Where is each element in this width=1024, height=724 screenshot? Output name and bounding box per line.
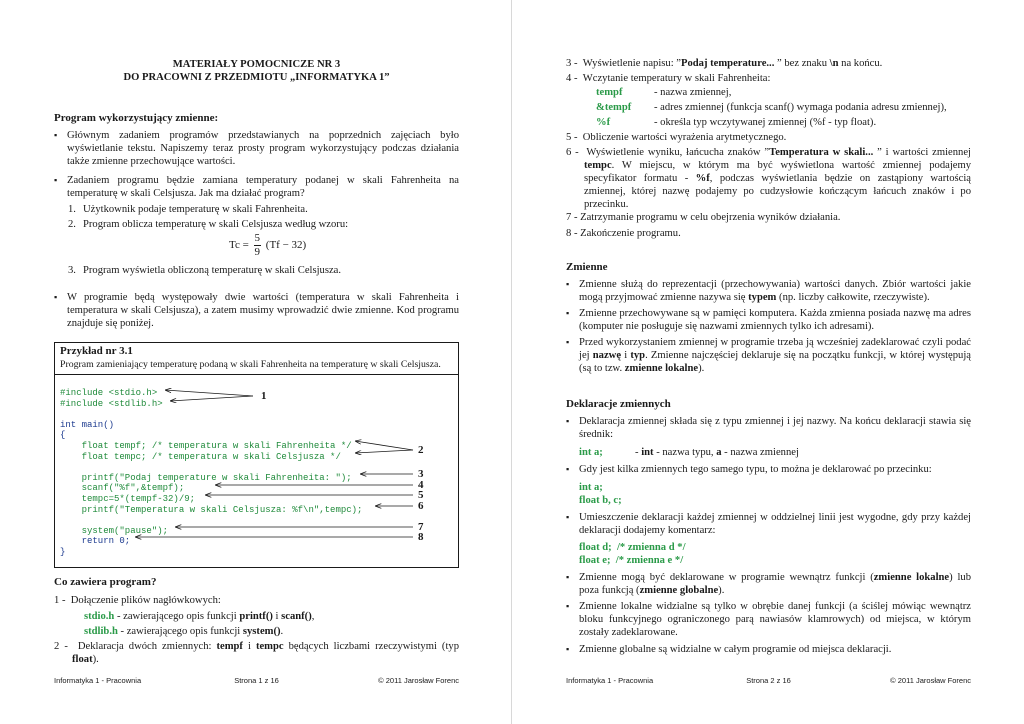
bullet-task: ▪ Zadaniem programu będzie zamiana temperatury podanej w skali Fahrenheita na temperaturę w skali Celsjusza. Jak ma działać program?	[54, 174, 459, 200]
decl-3-code-1: float d; /* zmienna d */	[579, 542, 686, 553]
item-4	[566, 72, 971, 85]
item-6-d: tempc	[584, 160, 612, 171]
def-format-desc: - określa typ wczytywanej zmiennej (%f - typ float).	[654, 117, 877, 128]
formula-rhs: (Tf − 32)	[265, 239, 307, 252]
decl-1-c2: int	[641, 447, 654, 458]
code-line: float tempc; /* temperatura w skali Celsjusza */	[60, 451, 341, 462]
code-line: tempc=5*(tempf-32)/9;	[60, 493, 196, 504]
d4-a: Zmienne mogą być deklarowane w programie wewnątrz funkcji (	[579, 572, 874, 583]
bullet-zmienne-1	[566, 278, 971, 304]
bullet-decl-3: ▪ Umieszczenie deklaracji każdej zmiennej w oddzielnej linii jest wygodne, gdy przy każdej deklaracji dodajemy komentarz:	[566, 511, 971, 537]
item-7: 7 - Zatrzymanie programu w celu obejrzenia wyników działania.	[566, 212, 841, 223]
def-tempf-term: tempf	[596, 87, 623, 98]
bullet-decl-5: ▪ Zmienne lokalne widzialne są tylko w obrębie danej funkcji (a ściślej mówiąc wewnątrz bloku funkcyjnego ograniczonego parą nawiasów klamrowych) od miejsca, w którym zostały zadeklarowane.	[566, 600, 971, 639]
item-6-f: %f	[695, 173, 710, 184]
decl-1-code	[579, 446, 799, 459]
def-tempf-desc: - nazwa zmiennej,	[654, 87, 732, 98]
stdlib-desc: - zawierającego opis funkcji	[117, 626, 243, 637]
stdlib-name: stdlib.h	[84, 626, 118, 637]
annotation-5: 5	[418, 489, 424, 501]
z1-c: (np. liczby całkowite, rzeczywiste).	[776, 292, 930, 303]
annotation-3: 3	[418, 468, 424, 480]
step-3-num: 3.	[68, 265, 76, 276]
stdio-line	[84, 610, 314, 623]
item-6-c: ” i wartości zmiennej	[873, 147, 972, 158]
item-8: 8 - Zakończenie programu.	[566, 228, 681, 239]
doc-title-line1: MATERIAŁY POMOCNICZE NR 3	[172, 59, 341, 70]
annotation-1: 1	[261, 390, 267, 402]
item-2-c: będących liczbami rzeczywistymi (typ	[283, 641, 459, 652]
z3-c: i	[621, 350, 631, 361]
bullet-zmienne-3	[566, 336, 971, 375]
doc-title-line2: DO PRACOWNI Z PRZEDMIOTU „INFORMATYKA 1”	[123, 72, 390, 83]
decl-1-c1: -	[635, 447, 642, 458]
decl-2-code-1: int a;	[579, 482, 603, 493]
formula	[229, 232, 306, 259]
bullet-decl-4	[566, 571, 971, 597]
arrow-2a	[355, 441, 413, 450]
formula-fraction	[254, 232, 262, 259]
item-6-a: Wyświetlenie wyniku, łańcucha znaków ”	[586, 147, 770, 158]
z3-a: Przed wykorzystaniem zmiennej w programie trzeba ją wcześniej zadeklarować czyli podać jej	[579, 337, 971, 361]
item-2-d: ).	[92, 654, 99, 665]
item-6-g: , podczas wyświetlania będzie on zastąpiony wartością zmiennej, której nazwę podajemy po cudzysłowie kończącym łańcuch znaków i po przecinku.	[584, 173, 971, 210]
contains-item-2	[54, 640, 459, 666]
heading-zmienne: Zmienne	[566, 261, 608, 273]
item-5	[566, 131, 971, 144]
item-6-e: . W miejscu, w którym ma być wyświetlona wartość zmiennej podajemy specyfikator formatu -	[584, 160, 971, 184]
stdio-name: stdio.h	[84, 611, 115, 622]
example-box	[54, 342, 459, 568]
arrow-2b	[355, 450, 413, 453]
bullet-zmienne-2: ▪ Zmienne przechowywane są w pamięci komputera. Każda zmienna posiada nazwę ma adres (komputer nie posługuje się nazwami zmiennych tylko ich adresami).	[566, 307, 971, 333]
def-tempf	[596, 86, 731, 99]
z3-e: . Zmienne najczęściej deklaruje się na początku funkcji, w której występują (są to tzw.	[579, 350, 971, 374]
step-2-num: 2.	[68, 219, 76, 230]
item-3-c: ” bez znaku	[774, 58, 830, 69]
item-6-prefix: 6 -	[566, 147, 579, 158]
def-format-term: %f	[596, 117, 611, 128]
bullet-intro: ▪ Głównym zadaniem programów przedstawianych na poprzednich zajęciach było wyświetlanie tekstu. Napiszemy teraz prosty program wykorzystujący podczas działania także zmienne przechowujące wartości.	[54, 129, 459, 168]
page-right	[512, 0, 1023, 724]
item-4-text: Wczytanie temperatury w skali Fahrenheita:	[582, 73, 771, 84]
formula-numerator: 5	[254, 232, 261, 244]
bullet-decl-1: ▪ Deklaracja zmiennej składa się z typu zmiennej i jej nazwy. Na końcu deklaracji stawia się średnik:	[566, 415, 971, 441]
item-3-d: \n	[829, 58, 839, 69]
stdio-fn1: printf()	[239, 611, 273, 622]
annotation-4: 4	[418, 479, 424, 491]
annotation-6: 6	[418, 500, 424, 512]
stdio-and: i	[272, 611, 282, 622]
stdlib-line	[84, 625, 283, 638]
heading-contains: Co zawiera program?	[54, 576, 157, 588]
code-line: printf("Podaj temperature w skali Fahrenheita: ");	[60, 472, 352, 483]
def-addr-tempf-desc: - adres zmiennej (funkcja scanf() wymaga podania adresu zmiennej),	[654, 102, 947, 113]
code-line: printf("Temperatura w skali Celsjusza: %f\n",tempc);	[60, 504, 363, 515]
code-line: int main()	[60, 419, 115, 430]
z1-a: Zmienne służą do reprezentacji (przechowywania) wartości danych. Zbiór wartości jakie mogą przyjmować zmienne nazywa się	[579, 279, 971, 303]
item-2-type: float	[72, 654, 93, 665]
d4-c: ) lub poza funkcją (	[579, 572, 971, 596]
annotation-7: 7	[418, 521, 424, 533]
example-description: Program zamieniający temperaturę podaną w skali Fahrenheita na temperaturę w skali Celsjusza.	[60, 359, 441, 370]
annotation-8: 8	[418, 531, 424, 543]
step-1-num: 1.	[68, 204, 76, 215]
d4-b: zmienne lokalne	[873, 572, 950, 583]
item-5-text: Obliczenie wartości wyrażenia arytmetycznego.	[582, 132, 787, 143]
contains-item-1	[54, 594, 459, 607]
stdio-desc-a: - zawierającego opis funkcji	[114, 611, 240, 622]
decl-1-c5: - nazwa zmiennej	[721, 447, 799, 458]
stdio-fn2: scanf()	[281, 611, 312, 622]
item-2-b: i	[242, 641, 256, 652]
bullet-two-vars: ▪ W programie będą występowały dwie wartości (temperatura w skali Fahrenheita i temperatura w skali Celsjusza), a zatem musimy wprowadzić dwie zmienne. Kod programu znajduje się poniżej.	[54, 291, 459, 330]
step-2	[68, 218, 459, 231]
step-1-text: Użytkownik podaje temperaturę w skali Fahrenheita.	[83, 204, 308, 215]
heading-declarations: Deklaracje zmiennych	[566, 398, 671, 410]
item-2-v1: tempf	[216, 641, 243, 652]
stdlib-fn: system()	[242, 626, 281, 637]
annotation-2: 2	[418, 444, 424, 456]
code-line: float tempf; /* temperatura w skali Fahrenheita */	[60, 440, 352, 451]
footer-course: Informatyka 1 - Pracownia	[54, 676, 142, 685]
step-1	[68, 203, 459, 216]
decl-1-c3: - nazwa typu,	[653, 447, 717, 458]
footer-course-2: Informatyka 1 - Pracownia	[566, 676, 654, 685]
z1-b: typem	[748, 292, 777, 303]
code-line: }	[60, 546, 66, 557]
item-1-text: Dołączenie plików nagłówkowych:	[70, 595, 221, 606]
item-3-prefix: 3 -	[566, 58, 578, 69]
footer-copyright-2: © 2011 Jarosław Forenc	[890, 676, 971, 685]
stdio-end: ,	[311, 611, 315, 622]
formula-denominator: 9	[254, 246, 261, 258]
arrow-1b	[170, 396, 253, 401]
item-6	[566, 146, 971, 211]
footer-page-number: Strona 1 z 16	[234, 676, 279, 685]
decl-1-code-text: int a;	[579, 447, 603, 458]
decl-3-code-2: float e; /* zmienna e */	[579, 555, 684, 566]
item-6-b: Temperatura w skali...	[769, 147, 874, 158]
item-4-prefix: 4 -	[566, 73, 578, 84]
item-3-b: Podaj temperature...	[681, 58, 775, 69]
item-1-prefix: 1 -	[54, 595, 66, 606]
code-line: scanf("%f",&tempf);	[60, 483, 185, 494]
d4-d: zmienne globalne	[639, 585, 719, 596]
def-addr-tempf-term: &tempf	[596, 102, 632, 113]
code-line: #include <stdio.h>	[60, 388, 158, 398]
bullet-decl-6: ▪ Zmienne globalne są widzialne w całym programie od miejsca deklaracji.	[566, 643, 971, 656]
code-line: return 0;	[60, 536, 131, 547]
stdlib-end: .	[280, 626, 284, 637]
footer-page-number-2: Strona 2 z 16	[746, 676, 791, 685]
example-title: Przykład nr 3.1	[60, 345, 133, 357]
step-2-text: Program oblicza temperaturę w skali Celsjusza według wzoru:	[83, 219, 349, 230]
item-2-v2: tempc	[255, 641, 284, 652]
code-line: system("pause");	[60, 525, 169, 536]
decl-1-c4: a	[716, 447, 722, 458]
def-addr-tempf	[596, 101, 947, 114]
code-line: {	[60, 430, 66, 441]
decl-2-code-2: float b, c;	[579, 495, 622, 506]
footer-copyright: © 2011 Jarosław Forenc	[378, 676, 459, 685]
z3-g: ).	[698, 363, 705, 374]
def-format	[596, 116, 876, 129]
z3-d: typ	[630, 350, 646, 361]
step-3	[68, 264, 459, 277]
item-2-a: Deklaracja dwóch zmiennych:	[77, 641, 217, 652]
step-3-text: Program wyświetla obliczoną temperaturę w skali Celsjusza.	[83, 265, 342, 276]
z3-f: zmienne lokalne	[624, 363, 699, 374]
d4-e: ).	[718, 585, 725, 596]
item-3-a: Wyświetlenie napisu: ”	[582, 58, 681, 69]
bullet-decl-2: ▪ Gdy jest kilka zmiennych tego samego typu, to można je deklarować po przecinku:	[566, 463, 971, 476]
heading-program-vars: Program wykorzystujący zmienne:	[54, 112, 219, 124]
z3-b: nazwę	[592, 350, 622, 361]
annotation-arrows	[55, 343, 460, 567]
item-2-prefix: 2 -	[54, 641, 68, 652]
arrow-1a	[165, 390, 253, 396]
code-line: #include <stdlib.h>	[60, 398, 163, 409]
item-3-e: na końcu.	[838, 58, 883, 69]
formula-lhs: Tc =	[229, 239, 249, 252]
item-3	[566, 57, 971, 70]
item-5-prefix: 5 -	[566, 132, 578, 143]
